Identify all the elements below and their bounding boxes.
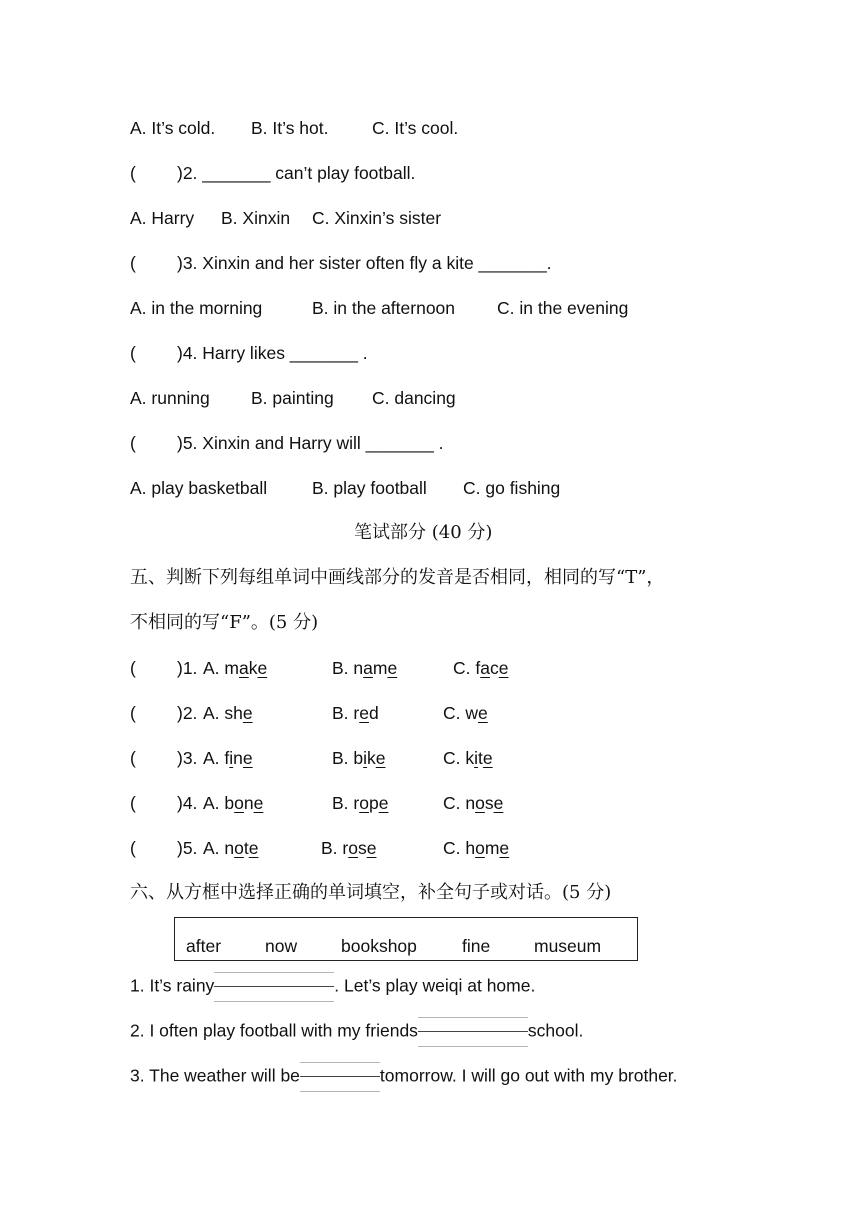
pronunciation-item: ( )5.	[130, 838, 198, 858]
question-5: ( )5. Xinxin and Harry will _______ .	[130, 433, 444, 453]
answer-paren[interactable]: (	[130, 163, 136, 183]
fill-sentence-2: 2. I often play football with my friends school.	[130, 1017, 583, 1047]
question-3: ( )3. Xinxin and her sister often fly a kite _______.	[130, 253, 552, 273]
question-4: ( )4. Harry likes _______ .	[130, 343, 368, 363]
word-bank-word: now	[265, 936, 298, 956]
word-option-b: B. name	[332, 658, 398, 678]
q3-option-c: C. in the evening	[497, 298, 629, 318]
word-option-a: A. fine	[203, 748, 253, 768]
answer-paren[interactable]: (	[130, 658, 136, 678]
q1-option-a: A. It’s cold.	[130, 118, 216, 138]
word-option-a: A. bone	[203, 793, 264, 813]
word-bank-box	[174, 917, 638, 961]
answer-paren[interactable]: (	[130, 838, 136, 858]
answer-paren[interactable]: (	[130, 433, 136, 453]
answer-blank[interactable]	[418, 1017, 528, 1047]
word-option-c: C. kite	[443, 748, 493, 768]
q2-option-a: A. Harry	[130, 208, 195, 228]
word-bank-word: museum	[534, 936, 602, 956]
word-option-c: C. nose	[443, 793, 504, 813]
answer-paren[interactable]: (	[130, 793, 136, 813]
pronunciation-item: ( )1.	[130, 658, 198, 678]
q5-option-a: A. play basketball	[130, 478, 268, 498]
word-option-a: A. note	[203, 838, 259, 858]
fill-sentence-1: 1. It’s rainy . Let’s play weiqi at home.	[130, 972, 535, 1002]
q1-option-c: C. It’s cool.	[372, 118, 459, 138]
word-option-c: C. we	[443, 703, 488, 723]
word-option-a: A. she	[203, 703, 253, 723]
q1-option-b: B. It’s hot.	[251, 118, 329, 138]
q4-option-a: A. running	[130, 388, 210, 408]
word-option-b: B. rope	[332, 793, 389, 813]
q2-option-c: C. Xinxin’s sister	[312, 208, 442, 228]
answer-blank[interactable]	[300, 1062, 380, 1092]
section6-title: 六、从方框中选择正确的单词填空，补全句子或对话。(5 分)	[130, 882, 612, 903]
pronunciation-item: ( )3.	[130, 748, 198, 768]
pronunciation-item: ( )4.	[130, 793, 198, 813]
answer-paren[interactable]: (	[130, 343, 136, 363]
word-option-b: B. rose	[321, 838, 377, 858]
word-bank-word: after	[186, 936, 222, 956]
answer-blank[interactable]	[214, 972, 334, 1002]
word-bank-word: bookshop	[341, 936, 417, 956]
question-2: ( )2. _______ can’t play football.	[130, 163, 416, 183]
written-section-header: 笔试部分 (40 分)	[354, 522, 493, 543]
q4-option-b: B. painting	[251, 388, 334, 408]
word-option-c: C. face	[453, 658, 509, 678]
word-option-c: C. home	[443, 838, 510, 858]
q2-option-b: B. Xinxin	[221, 208, 291, 228]
answer-paren[interactable]: (	[130, 253, 136, 273]
word-bank-word: fine	[462, 936, 491, 956]
word-option-b: B. bike	[332, 748, 386, 768]
q5-option-c: C. go fishing	[463, 478, 561, 498]
q3-option-b: B. in the afternoon	[312, 298, 456, 318]
section5-title-line2: 不相同的写“F”。(5 分)	[130, 612, 319, 633]
q3-option-a: A. in the morning	[130, 298, 263, 318]
section5-title-line1: 五、判断下列每组单词中画线部分的发音是否相同，相同的写“T”，	[130, 567, 665, 588]
answer-paren[interactable]: (	[130, 703, 136, 723]
q5-option-b: B. play football	[312, 478, 427, 498]
answer-paren[interactable]: (	[130, 748, 136, 768]
fill-sentence-3: 3. The weather will be tomorrow. I will go out with my brother.	[130, 1062, 678, 1092]
word-option-a: A. make	[203, 658, 268, 678]
pronunciation-item: ( )2.	[130, 703, 198, 723]
q4-option-c: C. dancing	[372, 388, 456, 408]
word-option-b: B. red	[332, 703, 379, 723]
